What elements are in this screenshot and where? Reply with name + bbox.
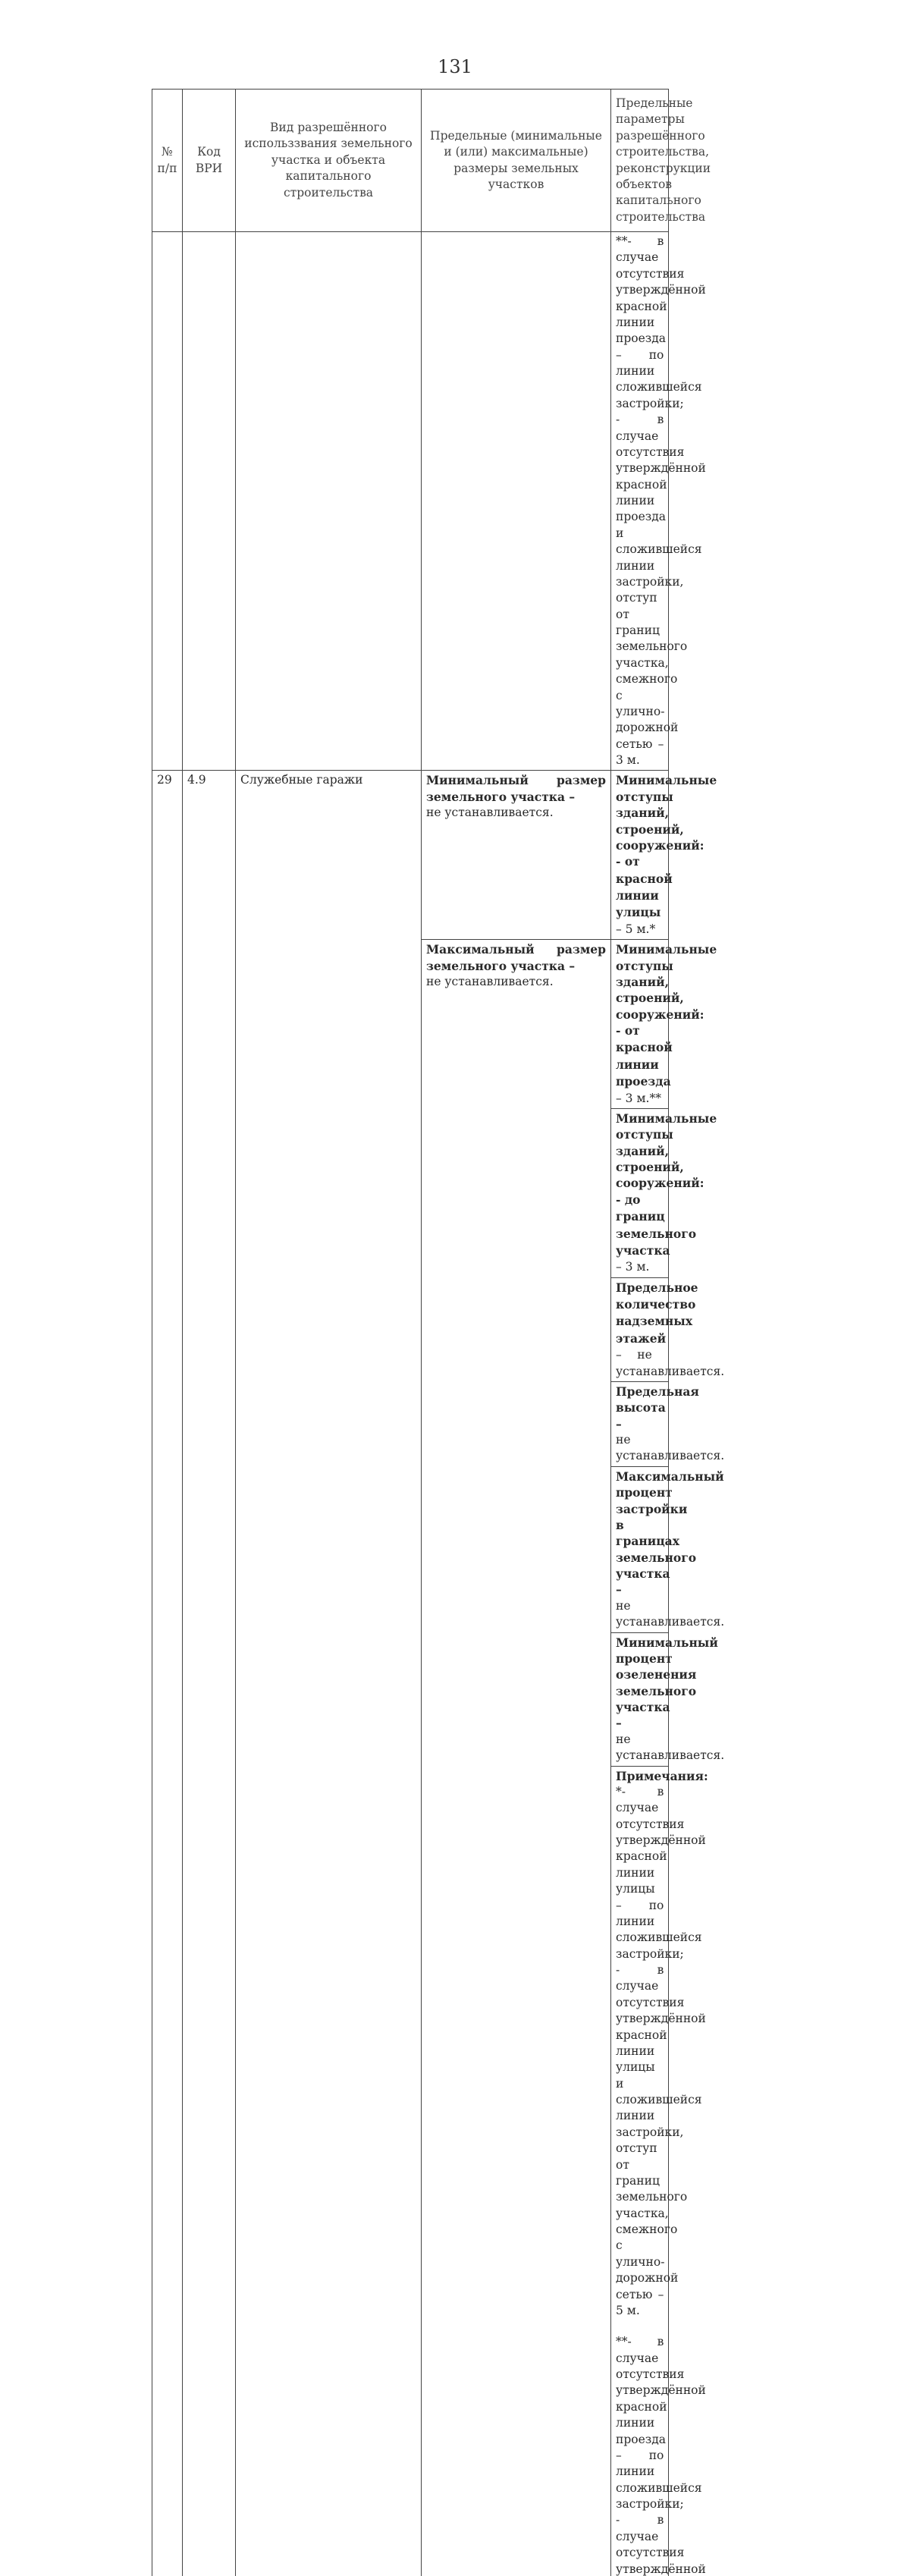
row29-param-6: [611, 1466, 725, 1632]
header-code: Код ВРИ: [183, 90, 236, 232]
header-params: Предельные параметры разрешённого строительства, реконструкции объектов капитального строительства: [611, 90, 669, 232]
cell-empty: [152, 232, 183, 771]
land-use-regulations-table: [152, 89, 901, 2576]
table-row-29: [152, 771, 901, 940]
header-size: Предельные (минимальные и (или) максимальные) размеры земельных участков: [422, 90, 611, 232]
row29-num: 29: [152, 771, 183, 2576]
row29-min-size: [422, 771, 611, 940]
row29-p5-value: не устанавливается.: [616, 1433, 725, 1463]
row29-code: 4.9: [183, 771, 236, 2576]
header-row: [152, 90, 901, 232]
row29-note-2: - в случае отсутствия утверждённой красной линии улицы и сложившейся линии застройки, отступ от границ земельного участка, смежного с улично-дорожной сетью – 5 м.: [616, 1963, 706, 2317]
row29-param-5: [611, 1381, 725, 1466]
row29-p1-label: Минимальные отступы зданий, строений, сооружений:: [616, 773, 717, 853]
row29-param-1: [611, 771, 717, 940]
row29-p3-value-bold: - до границ земельного участка: [616, 1192, 697, 1258]
row29-max-size-value: не устанавливается.: [426, 974, 554, 988]
row29-param-4: [611, 1277, 725, 1381]
carryover-notes: [611, 232, 706, 771]
carryover-note-a: **- в случае отсутствия утверждённой красной линии проезда – по линии сложившейся застройки;: [616, 234, 706, 410]
row29-p7-value: не устанавливается.: [616, 1732, 725, 1763]
row29-notes: [611, 1766, 708, 2576]
row29-p1-value-bold: - от красной линии улицы: [616, 854, 673, 920]
notes-spacer: [616, 2319, 664, 2334]
row29-p2-value-bold: - от красной линии проезда: [616, 1023, 673, 1089]
row29-p4-value: – не устанавливается.: [616, 1348, 725, 1378]
row29-param-2: [611, 940, 717, 1109]
page-number: 131: [438, 56, 472, 77]
header-name: Вид разрешённого использзвания земельного участка и объекта капитального строительства: [236, 90, 422, 232]
row29-note-1: *- в случае отсутствия утверждённой красной линии улицы – по линии сложившейся застройки;: [616, 1784, 706, 1961]
row29-p6-value: не устанавливается.: [616, 1598, 725, 1629]
cell-empty: [422, 232, 611, 771]
row29-param-3: [611, 1108, 717, 1277]
row29-p3-value: – 3 м.: [616, 1260, 650, 1274]
cell-empty: [236, 232, 422, 771]
row29-p2-label: Минимальные отступы зданий, строений, сооружений:: [616, 942, 717, 1022]
row29-p5-label: Предельная высота –: [616, 1384, 699, 1431]
row29-min-size-label: Минимальный размер земельного участка –: [426, 773, 606, 804]
row29-p4-label: Предельное количество надземных этажей: [616, 1280, 698, 1346]
row29-p3-label: Минимальные отступы зданий, строений, сооружений:: [616, 1111, 717, 1191]
row29-notes-title: Примечания:: [616, 1768, 708, 1783]
row29-param-7: [611, 1632, 725, 1766]
row29-note-3: **- в случае отсутствия утверждённой красной линии проезда – по линии сложившейся застройки;: [616, 2335, 706, 2511]
row29-p1-value: – 5 м.*: [616, 922, 656, 936]
cell-empty: [183, 232, 236, 771]
row29-max-size: [422, 940, 611, 2576]
row29-p6-label: Максимальный процент застройки в границах земельного участка –: [616, 1469, 724, 1597]
row29-name: Служебные гаражи: [236, 771, 422, 2576]
row29-min-size-value: не устанавливается.: [426, 806, 554, 820]
row29-p2-value: – 3 м.**: [616, 1091, 661, 1105]
table-row-carryover: [152, 232, 901, 771]
carryover-note-b: - в случае отсутствия утверждённой красной линии проезда и сложившейся линии застройки, отступ от границ земельного участка, смежного с улично-дорожной сетью – 3 м.: [616, 413, 706, 767]
row29-max-size-label: Максимальный размер земельного участка –: [426, 942, 606, 973]
header-num: № п/п: [152, 90, 183, 232]
row29-note-4: - в случае отсутствия утверждённой: [616, 2513, 706, 2576]
row29-p7-label: Минимальный процент озеленения земельного участка –: [616, 1635, 718, 1731]
